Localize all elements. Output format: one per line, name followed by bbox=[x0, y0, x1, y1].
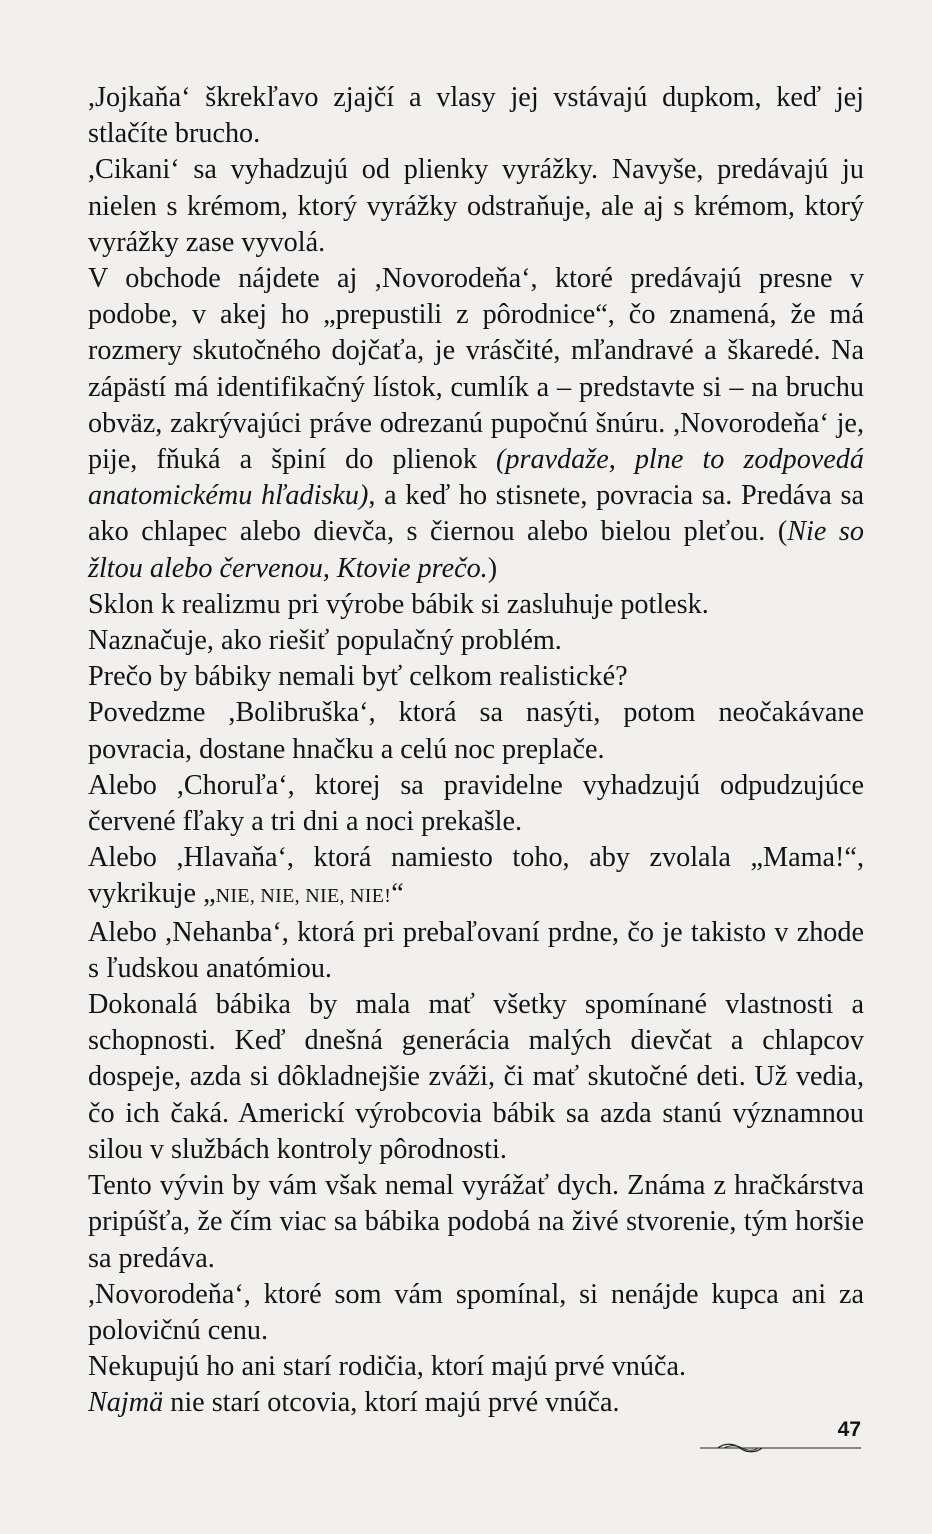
paragraph-5 bbox=[88, 623, 864, 659]
text-run: Nekupujú ho ani starí rodičia, ktorí majú prvé vnúča. bbox=[88, 1351, 687, 1383]
text-run: Alebo ,Hlavaňa‘, ktorá namiesto toho, aby zvolala „Mama!“, vykrikuje „ bbox=[88, 842, 864, 910]
text-run: Dokonalá bábika by mala mať všetky spomínané vlastnosti a schopnosti. Keď dnešná generácia malých dievčat a chlapcov dospeje, azda si dôkladnejšie zváži, či mať skutočné deti. Už vedia, čo ich čaká. Americkí výrobcovia bábik sa azda stanú významnou silou v službách kontroly pôrodnosti. bbox=[88, 989, 864, 1165]
page-number: 47 bbox=[837, 1418, 861, 1441]
text-run: Tento vývin by vám však nemal vyrážať dych. Známa z hračkárstva pripúšťa, že čím viac sa bábika podobá na živé stvorenie, tým horšie sa predáva. bbox=[88, 1170, 864, 1274]
paragraph-14 bbox=[88, 1349, 864, 1385]
paragraph-1 bbox=[88, 80, 864, 152]
paragraph-3 bbox=[88, 261, 864, 587]
paragraph-15 bbox=[88, 1385, 864, 1421]
text-run: Sklon k realizmu pri výrobe bábik si zasluhuje potlesk. bbox=[88, 588, 709, 620]
small-caps-run: NIE, NIE, NIE, NIE! bbox=[215, 885, 392, 908]
paragraph-7 bbox=[88, 695, 864, 767]
text-run: Alebo ,Nehanba‘, ktorá pri prebaľovaní prdne, čo je takisto v zhode s ľudskou anatómiou. bbox=[88, 916, 864, 984]
paragraph-8 bbox=[88, 768, 864, 840]
paragraph-13 bbox=[88, 1277, 864, 1349]
body-text bbox=[88, 80, 864, 1422]
text-run: ,Jojkaňa‘ škrekľavo zjajčí a vlasy jej vstávajú dupkom, keď jej stlačíte brucho. bbox=[88, 82, 864, 150]
text-run: ) bbox=[487, 552, 498, 584]
text-run: ,Novorodeňa‘, ktoré som vám spomínal, si nenájde kupca ani za polovičnú cenu. bbox=[88, 1278, 864, 1346]
text-run: V obchode nájdete aj ,Novorodeňa‘, ktoré predávajú presne v podobe, v akej ho „prepustili z pôrodnice“, čo znamená, že má rozmery skutočného dojčaťa, je vrásčité, mľandravé a škaredé. Na zápästí má identifikačný lístok, cumlík a – predstavte si – na bruchu obväz, zakrývajúci práve odrezanú pupočnú šnúru. ,Novorodeňa‘ je, pije, fňuká a špiní do plienok bbox=[88, 263, 864, 476]
text-run: , a keď ho stisnete, povracia sa. Predáva sa ako chlapec alebo dievča, s čiernou alebo bielou pleťou. ( bbox=[88, 480, 864, 548]
text-run: “ bbox=[391, 878, 404, 910]
italic-run: Nie so žltou alebo červenou, Ktovie prečo. bbox=[88, 516, 864, 584]
paragraph-9 bbox=[88, 840, 864, 914]
paragraph-6 bbox=[88, 659, 864, 695]
ornament-rule-icon bbox=[700, 1442, 861, 1454]
text-run: nie starí otcovia, ktorí majú prvé vnúča. bbox=[163, 1387, 620, 1419]
italic-run: Najmä bbox=[88, 1387, 164, 1419]
text-run: Naznačuje, ako riešiť populačný problém. bbox=[88, 625, 562, 657]
text-run: ,Cikani‘ sa vyhadzujú od plienky vyrážky. Navyše, predávajú ju nielen s krémom, ktorý vyrážky odstraňuje, ale aj s krémom, ktorý vyrážky zase vyvolá. bbox=[88, 154, 864, 258]
page-footer bbox=[700, 1418, 865, 1448]
paragraph-4 bbox=[88, 587, 864, 623]
text-run: Prečo by bábiky nemali byť celkom realistické? bbox=[88, 661, 628, 693]
paragraph-11 bbox=[88, 987, 864, 1168]
italic-run: (pravdaže, plne to zodpovedá anatomickému hľadisku) bbox=[88, 444, 864, 512]
text-run: Alebo ,Choruľa‘, ktorej sa pravidelne vyhadzujú odpudzujúce červené fľaky a tri dni a noci prekašle. bbox=[88, 769, 864, 838]
paragraph-2 bbox=[88, 152, 864, 261]
text-run: Povedzme ,Bolibruška‘, ktorá sa nasýti, potom neočakávane povracia, dostane hnačku a celú noc preplače. bbox=[88, 697, 864, 765]
paragraph-10 bbox=[88, 915, 864, 987]
paragraph-12 bbox=[88, 1168, 864, 1277]
